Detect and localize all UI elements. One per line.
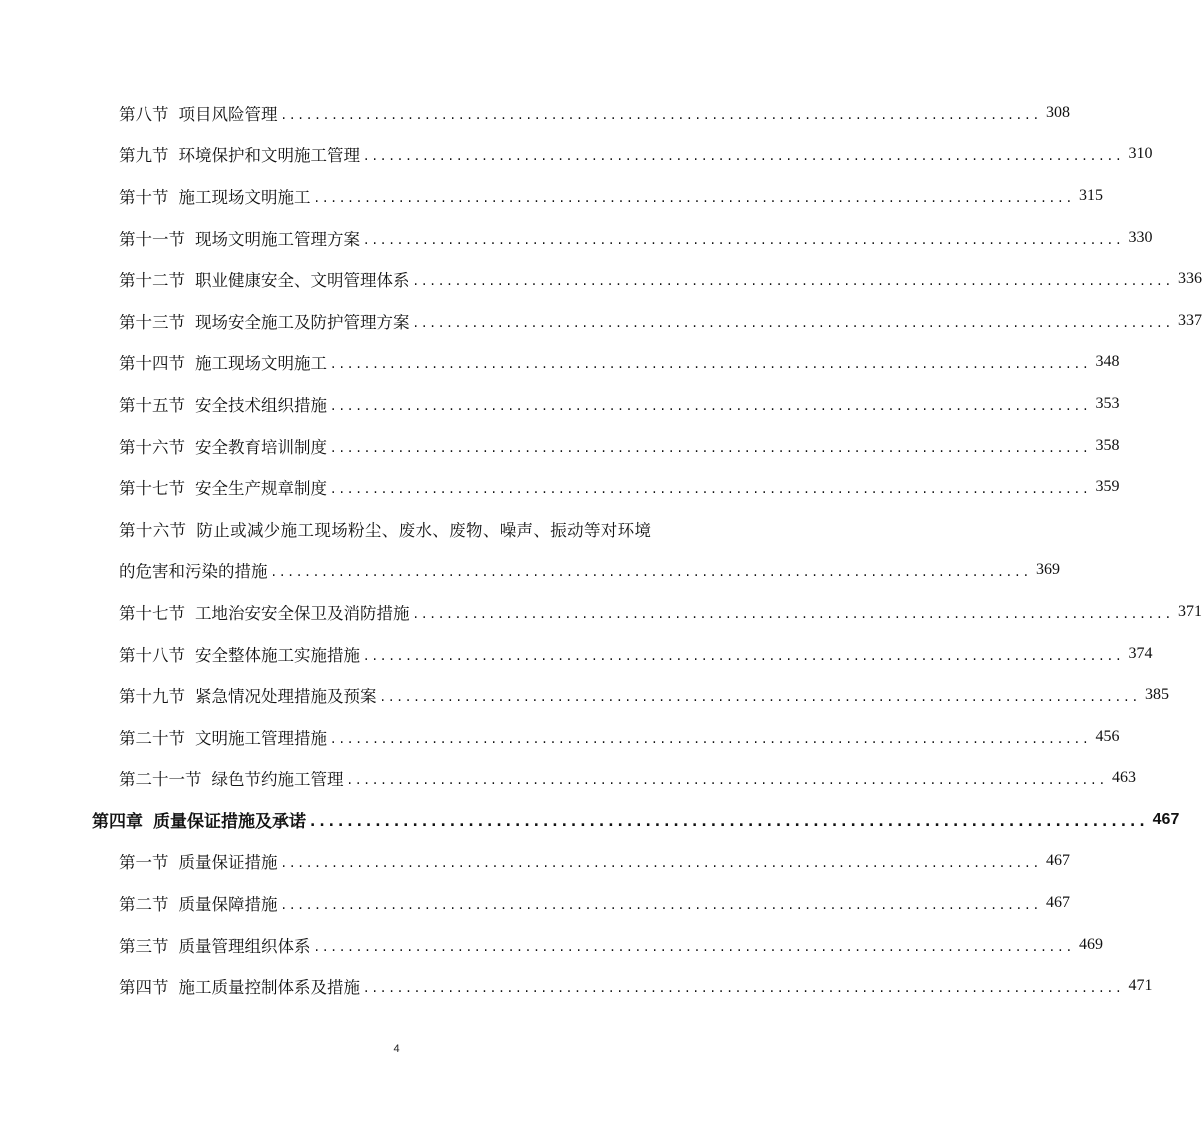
toc-entry-section: 第八节 xyxy=(119,104,169,124)
dot-leader: .......................................................................................... xyxy=(281,855,1043,872)
dot-leader: .......................................................................................... xyxy=(281,897,1043,914)
toc-entry-title: 安全教育培训制度 xyxy=(195,437,327,457)
toc-entry-page: 469 xyxy=(1079,935,1104,953)
toc-entry-page: 467 xyxy=(1046,894,1071,912)
toc-entry-label xyxy=(119,475,327,499)
toc-entry-title: 质量管理组织体系 xyxy=(178,936,311,956)
toc-entry-section: 第二十节 xyxy=(119,728,185,748)
toc-entry-label xyxy=(119,849,278,873)
toc-entry-section: 第十六节 xyxy=(119,437,185,457)
toc-entry[interactable] xyxy=(0,758,1137,800)
toc-entry-section: 第十二节 xyxy=(119,271,185,291)
dot-leader: .......................................................................................... xyxy=(331,730,1092,747)
toc-entry-label xyxy=(119,184,311,208)
toc-entry[interactable] xyxy=(0,716,1120,758)
dot-leader: .......................................................................................... xyxy=(331,356,1092,373)
page-number: 4 xyxy=(393,1043,400,1055)
toc-entry-label xyxy=(119,725,327,749)
toc-entry-label xyxy=(119,434,327,458)
toc-entry-section: 第十七节 xyxy=(119,603,185,623)
toc-entry-section: 第十九节 xyxy=(119,687,185,707)
toc-entry-label xyxy=(119,642,360,666)
toc-entry-page: 310 xyxy=(1128,145,1153,163)
toc-entry-label xyxy=(119,891,278,915)
toc-entry-page: 374 xyxy=(1128,644,1153,662)
toc-entry[interactable] xyxy=(0,383,1120,425)
toc-entry-page: 371 xyxy=(1178,602,1202,620)
toc-entry-page: 315 xyxy=(1079,186,1104,204)
toc-entry[interactable] xyxy=(0,342,1120,384)
toc-entry-title: 工地治安安全保卫及消防措施 xyxy=(195,603,410,623)
dot-leader: .......................................................................................... xyxy=(281,106,1043,123)
toc-entry-page: 337 xyxy=(1178,311,1202,329)
toc-entry[interactable] xyxy=(0,300,1202,342)
dot-leader: .......................................................................................... xyxy=(310,813,1149,830)
toc-entry-page: 330 xyxy=(1128,228,1153,246)
toc-entry-section: 第十五节 xyxy=(119,395,185,415)
toc-entry-section: 第十七节 xyxy=(119,479,185,499)
toc-entry[interactable] xyxy=(0,882,1071,924)
toc-entry-title: 安全整体施工实施措施 xyxy=(195,645,360,665)
dot-leader: .......................................................................................... xyxy=(331,481,1092,498)
toc-entry-section: 第十六节 xyxy=(119,520,187,540)
dot-leader: .......................................................................................... xyxy=(364,231,1125,248)
dot-leader: .......................................................................................... xyxy=(364,980,1125,997)
toc-entry-title: 施工质量控制体系及措施 xyxy=(178,978,360,998)
toc-entry[interactable] xyxy=(0,258,1202,300)
toc-chapter-heading[interactable] xyxy=(0,799,1180,841)
toc-entry[interactable] xyxy=(0,924,1104,966)
toc-entry-title: 质量保障措施 xyxy=(178,895,278,915)
toc-entry-page: 456 xyxy=(1095,727,1120,745)
dot-leader: .......................................................................................... xyxy=(331,439,1092,456)
toc-entry-title: 施工现场文明施工 xyxy=(195,354,327,374)
toc-entry[interactable] xyxy=(0,841,1071,883)
toc-entry-title: 紧急情况处理措施及预案 xyxy=(195,687,377,707)
dot-leader: .......................................................................................... xyxy=(347,772,1109,789)
toc-entry-section: 第十一节 xyxy=(119,229,185,249)
toc-entry[interactable] xyxy=(0,92,1071,134)
dot-leader: .......................................................................................... xyxy=(314,938,1076,955)
toc-entry[interactable] xyxy=(0,674,1170,716)
toc-entry[interactable] xyxy=(0,134,1153,176)
dot-leader: .......................................................................................... xyxy=(413,314,1175,331)
toc-entry-page: 463 xyxy=(1112,769,1137,787)
toc-entry-title: 防止或减少施工现场粉尘、废水、废物、噪声、振动等对环境 xyxy=(196,520,652,540)
toc-entry-title: 环境保护和文明施工管理 xyxy=(178,146,360,166)
dot-leader: .......................................................................................... xyxy=(380,689,1142,706)
toc-entry-continuation[interactable] xyxy=(0,550,1061,592)
toc-entry-label xyxy=(119,517,702,541)
toc-entry-page: 358 xyxy=(1095,436,1120,454)
toc-entry-section: 第十三节 xyxy=(119,312,185,332)
toc-entry-section: 第二十一节 xyxy=(119,770,202,790)
toc-entry-page: 359 xyxy=(1095,478,1120,496)
toc-entry[interactable] xyxy=(0,217,1153,259)
toc-entry-label xyxy=(119,933,311,957)
toc-entry-title: 文明施工管理措施 xyxy=(195,728,327,748)
toc-entry[interactable] xyxy=(0,965,1153,1007)
toc-entry[interactable] xyxy=(0,466,1120,508)
toc-entry[interactable] xyxy=(0,175,1104,217)
toc-chapter-title: 质量保证措施及承诺 xyxy=(153,812,306,833)
toc-entry-multiline[interactable] xyxy=(0,508,702,550)
toc-entry-section: 第三节 xyxy=(119,936,169,956)
toc-entry-section: 第九节 xyxy=(119,146,169,166)
toc-chapter-section: 第四章 xyxy=(92,812,143,833)
toc-entry-page: 385 xyxy=(1145,686,1170,704)
toc-entry-label xyxy=(119,766,344,790)
toc-entry[interactable] xyxy=(0,633,1153,675)
toc-entry-label xyxy=(119,101,278,125)
dot-leader: .......................................................................................... xyxy=(364,148,1125,165)
toc-entry-label xyxy=(119,392,327,416)
toc-entry-title: 职业健康安全、文明管理体系 xyxy=(195,271,410,291)
toc-entry-section: 第二节 xyxy=(119,895,169,915)
toc-chapter-page: 467 xyxy=(1152,810,1180,828)
toc-entry-page: 471 xyxy=(1128,977,1153,995)
toc-entry[interactable] xyxy=(0,591,1202,633)
dot-leader: .......................................................................................... xyxy=(413,273,1175,290)
toc-entry-title: 现场文明施工管理方案 xyxy=(195,229,360,249)
dot-leader: .......................................................................................... xyxy=(271,564,1033,581)
toc-entry-title: 施工现场文明施工 xyxy=(178,187,311,207)
toc-entry-title: 安全生产规章制度 xyxy=(195,479,327,499)
toc-entry-page: 308 xyxy=(1046,103,1071,121)
toc-entry-section: 第四节 xyxy=(119,978,169,998)
toc-entry-section: 第十四节 xyxy=(119,354,185,374)
toc-entry-title: 质量保证措施 xyxy=(178,853,278,873)
toc-entry-section: 第十八节 xyxy=(119,645,185,665)
toc-entry-title: 绿色节约施工管理 xyxy=(211,770,344,790)
toc-entry-title: 项目风险管理 xyxy=(178,104,278,124)
dot-leader: .......................................................................................... xyxy=(314,189,1076,206)
dot-leader: .......................................................................................... xyxy=(331,397,1092,414)
toc-entry-label xyxy=(119,600,410,624)
toc-entry-title: 安全技术组织措施 xyxy=(195,395,327,415)
toc-entry-title: 现场安全施工及防护管理方案 xyxy=(195,312,410,332)
toc-entry-section: 第一节 xyxy=(119,853,169,873)
toc-entry-label xyxy=(119,267,410,291)
toc-entry-page: 467 xyxy=(1046,852,1071,870)
toc-entry-label xyxy=(119,683,377,707)
toc-entry-label xyxy=(119,350,327,374)
toc-entry-page: 369 xyxy=(1036,561,1061,579)
toc-entry-page: 348 xyxy=(1095,353,1120,371)
toc-chapter-label xyxy=(92,807,306,832)
dot-leader: .......................................................................................... xyxy=(364,647,1125,664)
toc-entry-label xyxy=(119,226,360,250)
toc-entry-label xyxy=(119,309,410,333)
toc-entry[interactable] xyxy=(0,425,1120,467)
dot-leader: .......................................................................................... xyxy=(413,605,1175,622)
toc-entry-label xyxy=(119,974,360,998)
toc-entry-page: 336 xyxy=(1178,270,1202,288)
toc-entry-label xyxy=(119,142,360,166)
toc-entry-section: 第十节 xyxy=(119,187,169,207)
toc-entry-continuation-text: 的危害和污染的措施 xyxy=(119,562,268,582)
toc-entry-page: 353 xyxy=(1095,394,1120,412)
table-of-contents xyxy=(0,92,1202,1007)
